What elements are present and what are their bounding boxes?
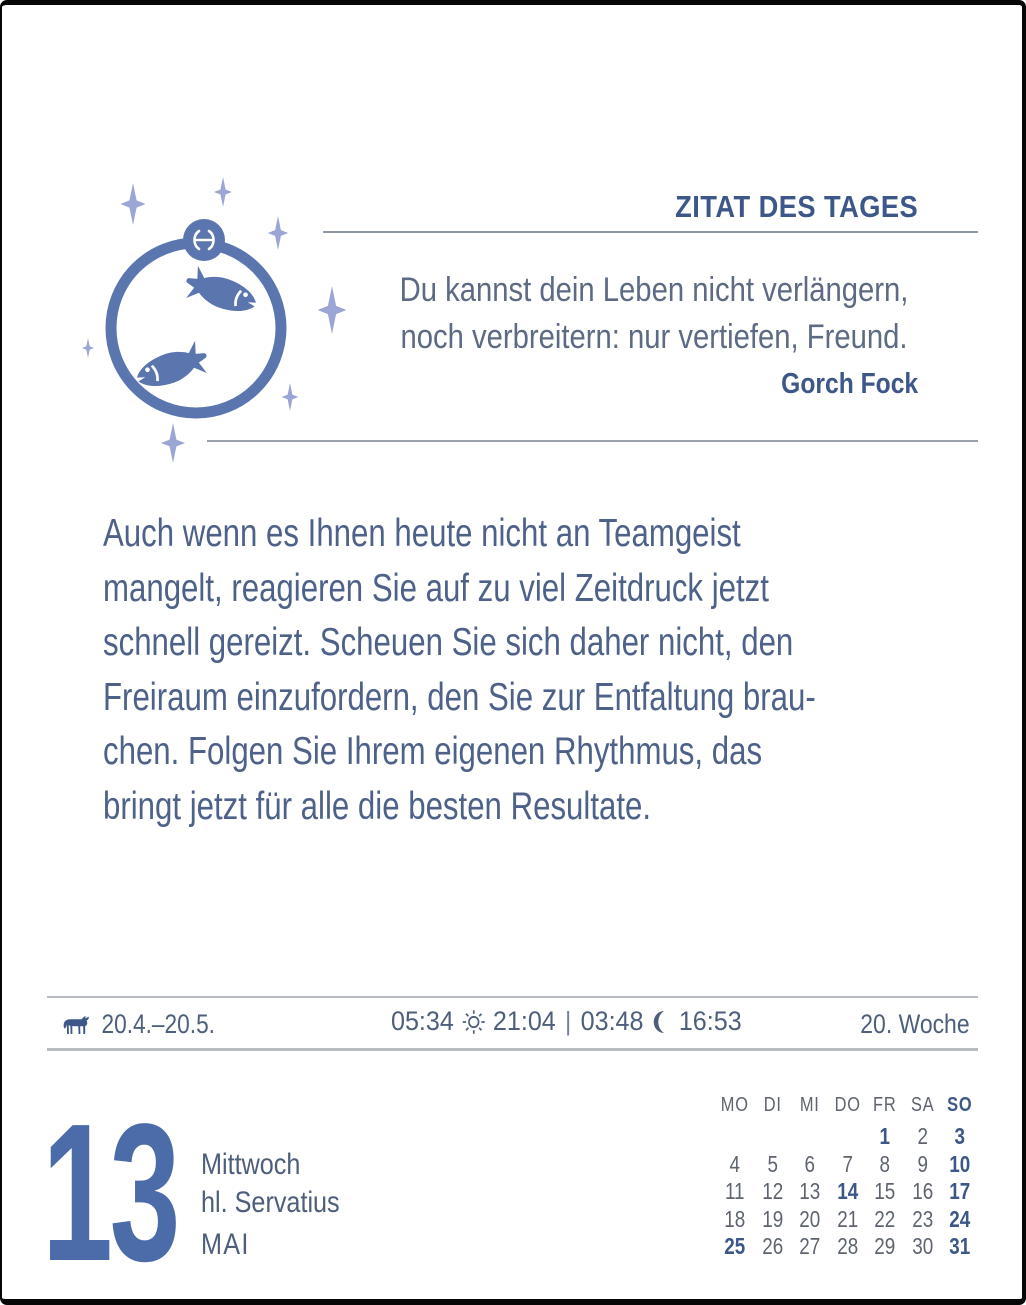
calendar-empty-cell (794, 1123, 825, 1151)
calendar-empty-cell (719, 1123, 750, 1151)
calendar-day-21: 21 (836, 1205, 858, 1232)
calendar-day-17: 17 (949, 1178, 971, 1205)
pisces-symbol-badge (183, 219, 225, 261)
calendar-day-25: 25 (724, 1233, 746, 1260)
calendar-day-11: 11 (724, 1178, 745, 1205)
calendar-day-6: 6 (804, 1150, 815, 1177)
week-number: 20. Woche (860, 1009, 970, 1039)
day-number: 13 (42, 1083, 178, 1302)
pisces-emblem-icon (40, 160, 370, 480)
mini-calendar-grid (716, 1087, 979, 1261)
horoscope-line: mangelt, reagieren Sie auf zu viel Zeitdruck jetzt (103, 566, 769, 610)
calendar-day-20: 20 (799, 1205, 821, 1232)
calendar-day-28: 28 (836, 1233, 858, 1260)
calendar-day-2: 2 (916, 1123, 928, 1150)
horoscope-line: Freiraum einzufordern, den Sie zur Entfaltung brau- (103, 675, 816, 719)
calendar-day-1: 1 (879, 1123, 890, 1150)
calendar-day-7: 7 (841, 1150, 853, 1177)
moon-icon (651, 1009, 671, 1035)
infobar-rule-top (47, 996, 978, 998)
calendar-weekday-fr: FR (872, 1093, 897, 1116)
calendar-day-26: 26 (761, 1233, 783, 1260)
horoscope-text (103, 507, 816, 834)
calendar-day-29: 29 (874, 1233, 896, 1260)
horoscope-line: schnell gereizt. Scheuen Sie sich daher nicht, den (103, 621, 794, 664)
moonrise-time: 03:48 (580, 1006, 644, 1036)
calendar-empty-cell (757, 1123, 788, 1151)
calendar-day-30: 30 (911, 1233, 933, 1260)
horoscope-line: Auch wenn es Ihnen heute nicht an Teamgeist (103, 512, 741, 555)
calendar-day-24: 24 (949, 1205, 971, 1232)
quote-line: noch verbreitern: nur vertiefen, Freund. (400, 318, 908, 356)
calendar-day-4: 4 (729, 1150, 740, 1177)
saint-name: hl. Servatius (201, 1186, 340, 1219)
horoscope-line: bringt jetzt für alle die besten Resultate. (103, 784, 652, 828)
calendar-day-12: 12 (761, 1178, 783, 1205)
calendar-weekday-mi: MI (799, 1093, 820, 1116)
calendar-day-14: 14 (836, 1178, 858, 1205)
quote-rule (207, 440, 978, 442)
zodiac-period (62, 1009, 215, 1040)
header-rule (323, 231, 978, 233)
calendar-empty-cell (832, 1123, 863, 1151)
sparkle-stars-icon (82, 177, 346, 463)
sun-moon-times (391, 1006, 742, 1037)
calendar-day-9: 9 (916, 1150, 928, 1177)
horoscope-line: chen. Folgen Sie Ihrem eigenen Rhythmus, das (103, 730, 763, 773)
calendar-day-13: 13 (799, 1178, 821, 1205)
calendar-day-22: 22 (874, 1205, 896, 1232)
calendar-day-16: 16 (911, 1178, 933, 1205)
calendar-day-15: 15 (874, 1178, 896, 1205)
moonset-time: 16:53 (678, 1006, 742, 1036)
calendar-day-19: 19 (761, 1205, 783, 1232)
quote-author: Gorch Fock (781, 368, 918, 400)
calendar-day-31: 31 (949, 1233, 971, 1260)
calendar-weekday-sa: SA (910, 1093, 935, 1116)
calendar-day-23: 23 (911, 1205, 933, 1232)
infobar-rule-bottom (47, 1048, 978, 1051)
calendar-day-8: 8 (879, 1150, 890, 1177)
calendar-day-27: 27 (799, 1233, 821, 1260)
pisces-fish-icon (132, 264, 261, 396)
sun-icon (461, 1009, 485, 1035)
calendar-weekday-mo: MO (720, 1093, 749, 1116)
sunset-time: 21:04 (492, 1006, 556, 1036)
calendar-day-10: 10 (949, 1150, 971, 1177)
month-name: MAI (201, 1228, 250, 1261)
taurus-icon (62, 1013, 92, 1037)
quote-block (396, 267, 912, 361)
zodiac-date-range: 20.4.–20.5. (101, 1009, 215, 1039)
quote-line: Du kannst dein Leben nicht verlängern, (399, 271, 909, 309)
section-title: ZITAT DES TAGES (674, 189, 918, 224)
calendar-day-5: 5 (766, 1150, 778, 1177)
calendar-day-3: 3 (954, 1123, 965, 1150)
calendar-weekday-so: SO (947, 1093, 973, 1116)
zodiac-ring (111, 243, 281, 413)
calendar-weekday-di: DI (763, 1093, 782, 1116)
calendar-weekday-do: DO (834, 1093, 861, 1116)
sunrise-time: 05:34 (391, 1006, 454, 1036)
weekday-saint-block (201, 1146, 340, 1222)
weekday-name: Mittwoch (201, 1148, 301, 1181)
time-separator: | (565, 1006, 572, 1036)
calendar-day-18: 18 (724, 1205, 746, 1232)
